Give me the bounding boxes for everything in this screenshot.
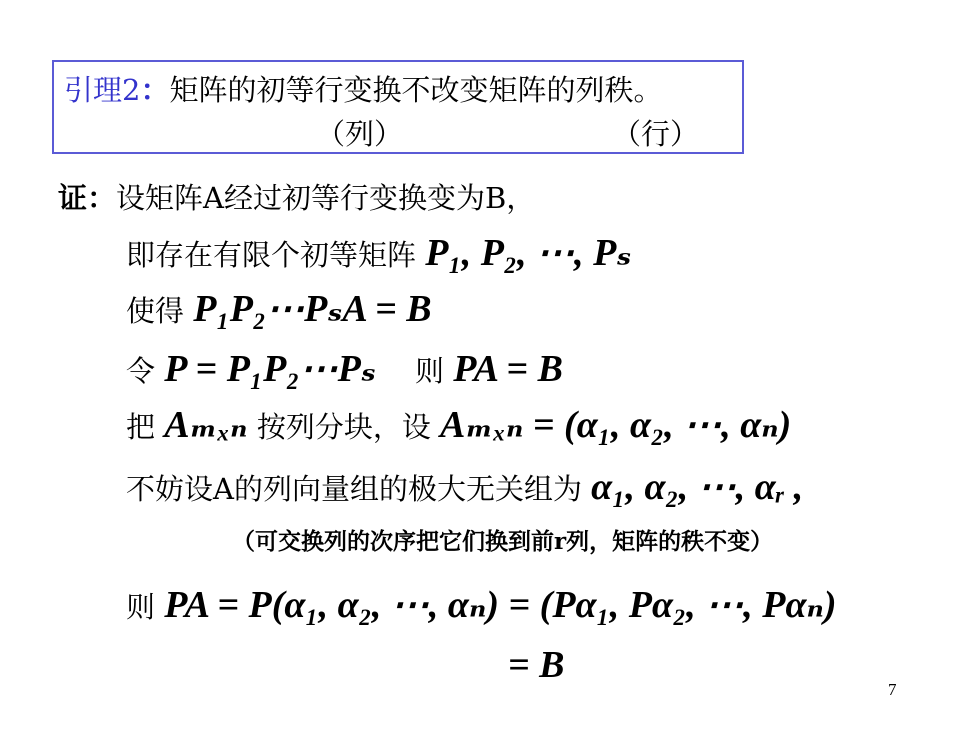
line4-math: P = P₁P₂⋯Pₛ [164, 348, 376, 390]
line4-mid: 则 [415, 354, 445, 388]
page-number: 7 [888, 680, 897, 699]
lemma-note-column: （列） [316, 117, 404, 151]
proof-line-result [126, 586, 837, 624]
proof-line-product [126, 290, 432, 328]
line2-text: 即存在有限个初等矩阵 [126, 238, 417, 272]
proof-line-equals-b [508, 646, 565, 684]
line2-math: P₁, P₂, ⋯, Pₛ [425, 232, 632, 274]
line4-math2: PA = B [453, 348, 563, 390]
lemma-tag: 引理2 [64, 73, 141, 107]
lemma-separator: ： [140, 73, 170, 107]
lemma-text: 矩阵的初等行变换不改变矩阵的列秩。 [169, 73, 663, 107]
proof-note: （可交换列的次序把它们换到前r列，矩阵的秩不变） [232, 528, 774, 555]
line5-math2: Aₘₓₙ = (α₁, α₂, ⋯, αₙ) [440, 404, 792, 446]
line5-text2: 按列分块，设 [256, 410, 431, 444]
proof-line-partition [126, 406, 791, 444]
line3-math: P₁P₂⋯PₛA = B [193, 288, 432, 330]
lemma-statement [64, 68, 662, 109]
line4-text: 令 [126, 354, 156, 388]
line9-math: = B [508, 644, 565, 686]
line5-text1: 把 [126, 410, 156, 444]
line5-math1: Aₘₓₙ [164, 404, 248, 446]
proof-intro [58, 181, 536, 215]
proof-intro-text: 设矩阵A经过初等行变换变为B， [116, 181, 536, 215]
line8-math: PA = P(α₁, α₂, ⋯, αₙ) = (Pα₁, Pα₂, ⋯, Pαₙ) [164, 584, 837, 626]
proof-line-define-p [126, 350, 563, 388]
proof-label: 证： [58, 181, 117, 215]
line8-text: 则 [126, 590, 156, 624]
lemma-box [52, 60, 744, 154]
line6-text: 不妨设A的列向量组的极大无关组为 [126, 472, 582, 506]
proof-line-elementary-matrices [126, 234, 631, 272]
line6-math: α₁, α₂, ⋯, αᵣ , [591, 466, 804, 508]
line3-text: 使得 [126, 294, 185, 328]
lemma-note-row: （行） [612, 117, 700, 151]
proof-line-basis [126, 468, 803, 506]
